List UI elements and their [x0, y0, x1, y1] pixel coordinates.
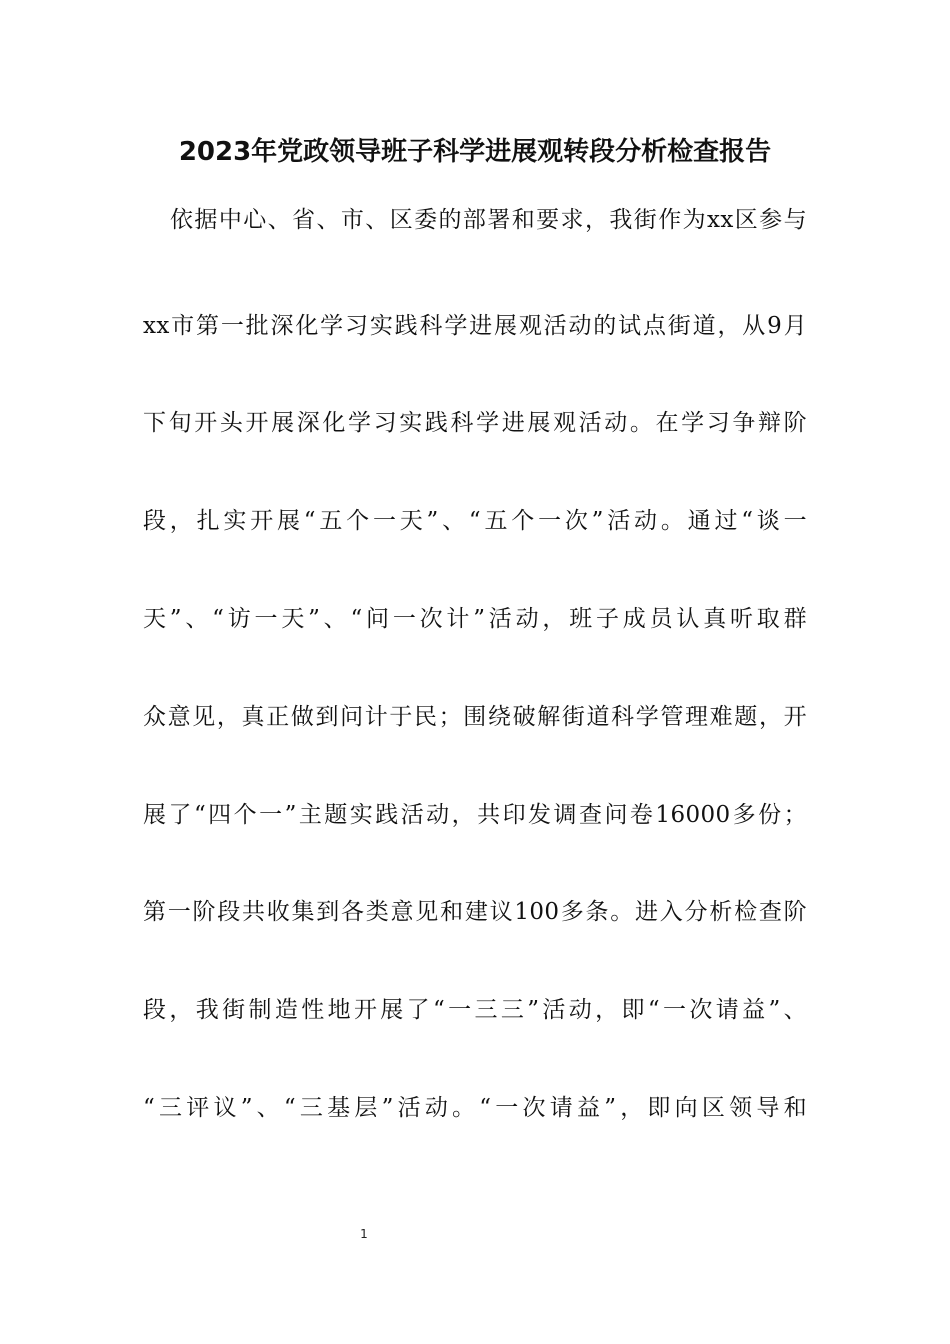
- paragraph-line-8: 第一阶段共收集到各类意见和建议100多条。进入分析检查阶: [143, 899, 807, 925]
- paragraph-line-1: 依据中心、省、市、区委的部署和要求，我街作为xx区参与: [170, 207, 807, 233]
- paragraph-line-10: “三评议”、“三基层”活动。“一次请益”，即向区领导和: [143, 1095, 807, 1121]
- paragraph-line-2: xx市第一批深化学习实践科学进展观活动的试点街道，从9月: [143, 313, 807, 339]
- paragraph-line-7: 展了“四个一”主题实践活动，共印发调查问卷16000多份；: [143, 802, 807, 828]
- paragraph-line-6: 众意见，真正做到问计于民；围绕破解街道科学管理难题，开: [143, 704, 807, 730]
- paragraph-line-5: 天”、“访一天”、“问一次计”活动，班子成员认真听取群: [143, 606, 807, 632]
- paragraph-line-3: 下旬开头开展深化学习实践科学进展观活动。在学习争辩阶: [143, 410, 807, 436]
- paragraph-line-9: 段，我街制造性地开展了“一三三”活动，即“一次请益”、: [143, 997, 807, 1023]
- page-number: 1: [360, 1227, 368, 1241]
- document-title: 2023年党政领导班子科学进展观转段分析检查报告: [178, 137, 772, 167]
- paragraph-line-4: 段，扎实开展“五个一天”、“五个一次”活动。通过“谈一: [143, 508, 807, 534]
